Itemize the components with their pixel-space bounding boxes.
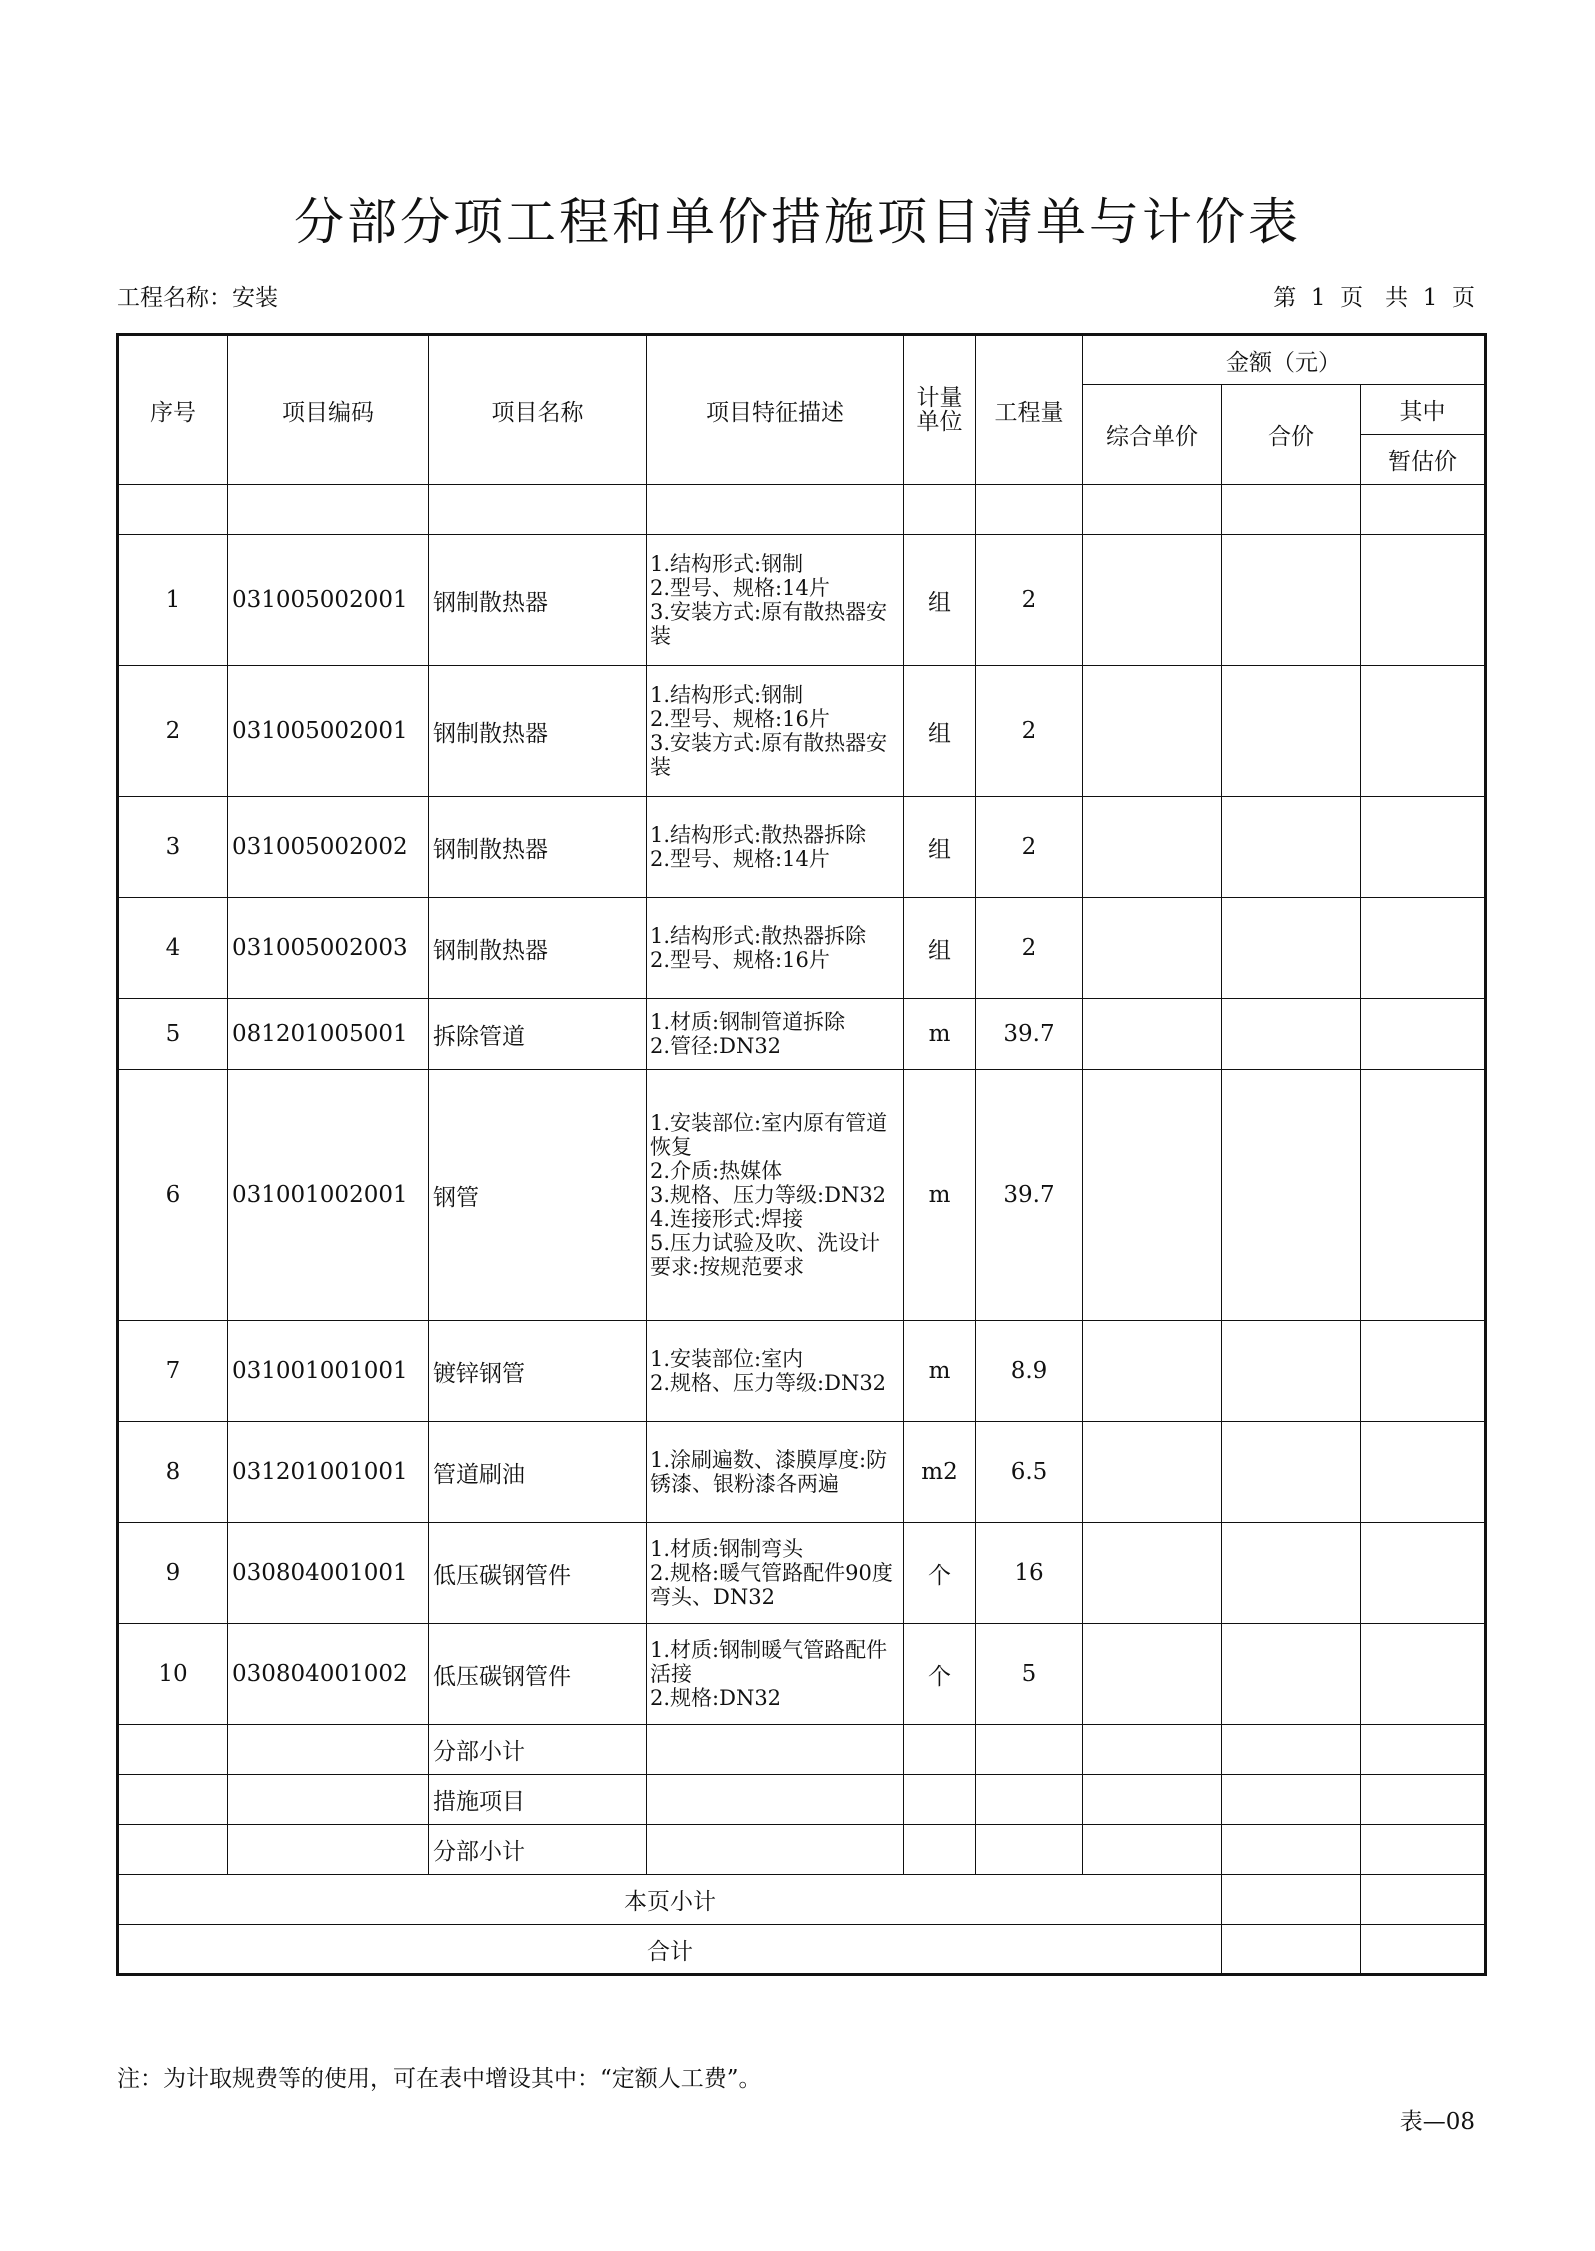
- table-row: [118, 999, 1486, 1070]
- form-number: 表—08: [1399, 2109, 1475, 2135]
- header-unit-price: 综合单价: [1083, 385, 1222, 485]
- row-seq: 3: [118, 797, 228, 898]
- row-desc: 1.结构形式:散热器拆除 2.型号、规格:14片: [647, 797, 904, 898]
- subtotal-seq: [118, 1825, 228, 1875]
- row-desc: 1.安装部位:室内原有管道恢复 2.介质:热媒体 3.规格、压力等级:DN32 4.连接形式:焊接 5.压力试验及吹、洗设计要求:按规范要求: [647, 1070, 904, 1321]
- subtotal-empty: [976, 1775, 1083, 1825]
- row-seq: 4: [118, 898, 228, 999]
- subtotal-empty: [904, 1775, 976, 1825]
- row-provisional: [1361, 898, 1486, 999]
- row-qty: 5: [976, 1624, 1083, 1725]
- header-unit: [904, 335, 976, 485]
- row-unit-price: [1083, 1070, 1222, 1321]
- subtotal-empty: [1222, 1725, 1361, 1775]
- row-total: [1222, 898, 1361, 999]
- header-desc: 项目特征描述: [647, 335, 904, 485]
- subtotal-label: 分部小计: [429, 1825, 647, 1875]
- row-seq: 9: [118, 1523, 228, 1624]
- row-unit: 组: [904, 797, 976, 898]
- row-code: 030804001002: [228, 1624, 429, 1725]
- subtotal-empty: [647, 1825, 904, 1875]
- row-total: [1222, 1321, 1361, 1422]
- row-provisional: [1361, 1523, 1486, 1624]
- row-code: 081201005001: [228, 999, 429, 1070]
- subtotal-empty: [1361, 1825, 1486, 1875]
- row-qty: 2: [976, 797, 1083, 898]
- header-code: 项目编码: [228, 335, 429, 485]
- row-desc: 1.结构形式:钢制 2.型号、规格:16片 3.安装方式:原有散热器安装: [647, 666, 904, 797]
- project-name: 工程名称：安装: [117, 285, 278, 311]
- blank-row: [118, 485, 1486, 535]
- subtotal-empty: [1361, 1775, 1486, 1825]
- subtotal-empty: [1083, 1775, 1222, 1825]
- table-row: [118, 797, 1486, 898]
- row-code: 031005002002: [228, 797, 429, 898]
- row-name: 钢制散热器: [429, 535, 647, 666]
- row-total: [1222, 535, 1361, 666]
- footnote: 注：为计取规费等的使用，可在表中增设其中：“定额人工费”。: [117, 2066, 762, 2092]
- row-code: 030804001001: [228, 1523, 429, 1624]
- header-total: 合价: [1222, 385, 1361, 485]
- row-name: 低压碳钢管件: [429, 1523, 647, 1624]
- subtotal-empty: [1083, 1725, 1222, 1775]
- row-unit-price: [1083, 535, 1222, 666]
- grand-total-row-provisional: [1361, 1925, 1486, 1975]
- subtotal-code: [228, 1825, 429, 1875]
- row-code: 031201001001: [228, 1422, 429, 1523]
- row-unit: m: [904, 999, 976, 1070]
- row-total: [1222, 666, 1361, 797]
- subtotal-empty: [1083, 1825, 1222, 1875]
- subtotal-empty: [1361, 1725, 1486, 1775]
- row-unit: m: [904, 1321, 976, 1422]
- row-total: [1222, 1070, 1361, 1321]
- table-row: [118, 1070, 1486, 1321]
- row-unit: m: [904, 1070, 976, 1321]
- row-provisional: [1361, 1624, 1486, 1725]
- subtotal-label: 措施项目: [429, 1775, 647, 1825]
- row-seq: 7: [118, 1321, 228, 1422]
- row-seq: 10: [118, 1624, 228, 1725]
- row-unit: m2: [904, 1422, 976, 1523]
- header-name: 项目名称: [429, 335, 647, 485]
- row-provisional: [1361, 1422, 1486, 1523]
- row-unit-price: [1083, 1422, 1222, 1523]
- row-provisional: [1361, 999, 1486, 1070]
- subtotal-seq: [118, 1725, 228, 1775]
- page-subtotal-row: [118, 1875, 1486, 1925]
- row-qty: 39.7: [976, 999, 1083, 1070]
- row-unit-price: [1083, 666, 1222, 797]
- row-total: [1222, 999, 1361, 1070]
- table-row: [118, 898, 1486, 999]
- row-provisional: [1361, 797, 1486, 898]
- row-unit-price: [1083, 797, 1222, 898]
- subtotal-empty: [904, 1825, 976, 1875]
- subtotal-empty: [647, 1725, 904, 1775]
- row-name: 钢管: [429, 1070, 647, 1321]
- row-qty: 6.5: [976, 1422, 1083, 1523]
- subtotal-label: 分部小计: [429, 1725, 647, 1775]
- header-among: 其中: [1361, 385, 1486, 435]
- table-row: [118, 535, 1486, 666]
- header-amount: 金额（元）: [1083, 335, 1486, 385]
- row-unit-price: [1083, 1624, 1222, 1725]
- row-total: [1222, 1523, 1361, 1624]
- page-subtotal-row-label: 本页小计: [118, 1875, 1222, 1925]
- header-unit-line2: 单位: [916, 409, 963, 435]
- row-code: 031001001001: [228, 1321, 429, 1422]
- row-total: [1222, 1624, 1361, 1725]
- grand-total-row-total: [1222, 1925, 1361, 1975]
- row-code: 031005002001: [228, 666, 429, 797]
- row-desc: 1.涂刷遍数、漆膜厚度:防锈漆、银粉漆各两遍: [647, 1422, 904, 1523]
- header-unit-line1: 计量: [916, 385, 963, 411]
- row-unit: 组: [904, 898, 976, 999]
- row-seq: 5: [118, 999, 228, 1070]
- row-provisional: [1361, 1321, 1486, 1422]
- subtotal-code: [228, 1775, 429, 1825]
- row-provisional: [1361, 1070, 1486, 1321]
- row-name: 拆除管道: [429, 999, 647, 1070]
- row-name: 镀锌钢管: [429, 1321, 647, 1422]
- row-desc: 1.材质:钢制管道拆除 2.管径:DN32: [647, 999, 904, 1070]
- subtotal-row: [118, 1825, 1486, 1875]
- table-row: [118, 666, 1486, 797]
- row-code: 031005002001: [228, 535, 429, 666]
- header-qty: 工程量: [976, 335, 1083, 485]
- row-qty: 2: [976, 666, 1083, 797]
- subtotal-empty: [976, 1725, 1083, 1775]
- row-code: 031001002001: [228, 1070, 429, 1321]
- pricing-table: [116, 333, 1487, 1976]
- subtotal-empty: [1222, 1775, 1361, 1825]
- row-unit: 组: [904, 666, 976, 797]
- row-qty: 2: [976, 535, 1083, 666]
- row-seq: 8: [118, 1422, 228, 1523]
- row-unit-price: [1083, 999, 1222, 1070]
- row-desc: 1.结构形式:散热器拆除 2.型号、规格:16片: [647, 898, 904, 999]
- row-total: [1222, 1422, 1361, 1523]
- row-seq: 6: [118, 1070, 228, 1321]
- grand-total-row-label: 合计: [118, 1925, 1222, 1975]
- row-desc: 1.材质:钢制弯头 2.规格:暖气管路配件90度弯头、DN32: [647, 1523, 904, 1624]
- row-qty: 16: [976, 1523, 1083, 1624]
- row-unit-price: [1083, 1321, 1222, 1422]
- subtotal-code: [228, 1725, 429, 1775]
- page-subtotal-row-total: [1222, 1875, 1361, 1925]
- row-desc: 1.材质:钢制暖气管路配件活接 2.规格:DN32: [647, 1624, 904, 1725]
- row-qty: 2: [976, 898, 1083, 999]
- row-desc: 1.安装部位:室内 2.规格、压力等级:DN32: [647, 1321, 904, 1422]
- row-desc: 1.结构形式:钢制 2.型号、规格:14片 3.安装方式:原有散热器安装: [647, 535, 904, 666]
- table-row: [118, 1523, 1486, 1624]
- subtotal-row: [118, 1775, 1486, 1825]
- table-row: [118, 1624, 1486, 1725]
- row-unit: 个: [904, 1624, 976, 1725]
- row-provisional: [1361, 535, 1486, 666]
- subtotal-seq: [118, 1775, 228, 1825]
- table-row: [118, 1422, 1486, 1523]
- table-row: [118, 1321, 1486, 1422]
- row-unit: 组: [904, 535, 976, 666]
- subtotal-empty: [1222, 1825, 1361, 1875]
- subtotal-row: [118, 1725, 1486, 1775]
- row-qty: 8.9: [976, 1321, 1083, 1422]
- row-name: 钢制散热器: [429, 898, 647, 999]
- row-seq: 1: [118, 535, 228, 666]
- row-code: 031005002003: [228, 898, 429, 999]
- row-provisional: [1361, 666, 1486, 797]
- grand-total-row: [118, 1925, 1486, 1975]
- row-seq: 2: [118, 666, 228, 797]
- page-title: 分部分项工程和单价措施项目清单与计价表: [294, 193, 1301, 251]
- page-info: 第 1 页 共 1 页: [1273, 285, 1475, 311]
- header-seq: 序号: [118, 335, 228, 485]
- subtotal-empty: [976, 1825, 1083, 1875]
- row-name: 管道刷油: [429, 1422, 647, 1523]
- row-name: 钢制散热器: [429, 797, 647, 898]
- header-provisional: 暂估价: [1361, 435, 1486, 485]
- row-qty: 39.7: [976, 1070, 1083, 1321]
- row-unit-price: [1083, 898, 1222, 999]
- subtotal-empty: [647, 1775, 904, 1825]
- row-total: [1222, 797, 1361, 898]
- row-name: 低压碳钢管件: [429, 1624, 647, 1725]
- page-subtotal-row-provisional: [1361, 1875, 1486, 1925]
- row-unit-price: [1083, 1523, 1222, 1624]
- row-name: 钢制散热器: [429, 666, 647, 797]
- row-unit: 个: [904, 1523, 976, 1624]
- subtotal-empty: [904, 1725, 976, 1775]
